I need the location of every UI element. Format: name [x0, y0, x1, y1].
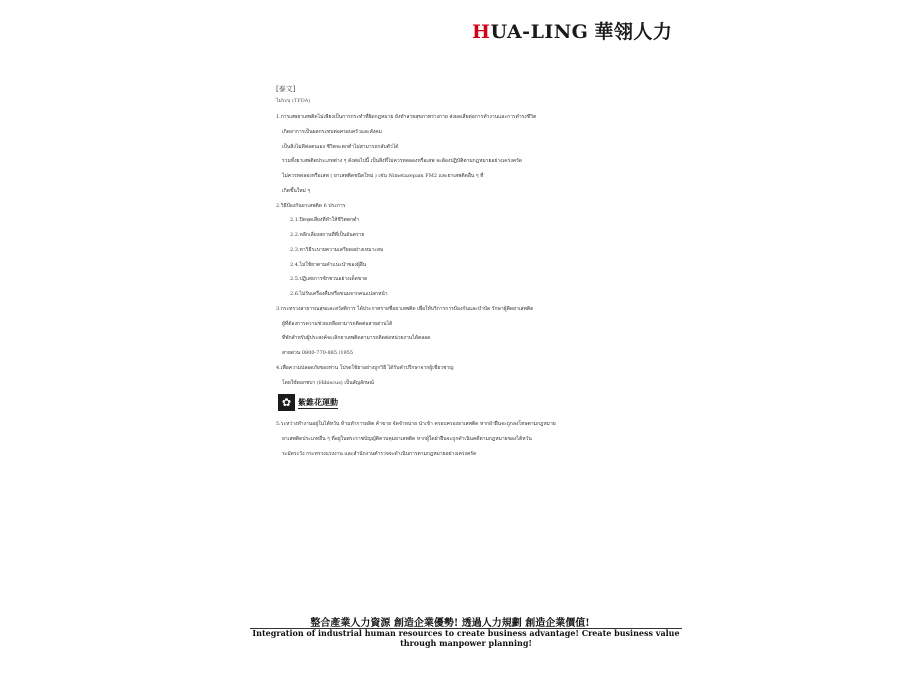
list-item: 2.2.หลีกเลี่ยงสถานที่ที่เป็นอันตราย — [290, 232, 365, 239]
paragraph-1 — [276, 114, 636, 195]
list-item: 2.4.ไม่ใช้ยาตามคำแนะนำของผู้อื่น — [290, 261, 367, 268]
logo-name: UA-LING — [490, 21, 589, 43]
company-logo — [472, 17, 672, 44]
list-item: 2.6.ไม่รับเครื่องดื่มหรือขนมจากคนแปลกหน้า — [290, 291, 388, 298]
footer-slogan-chinese: 整合產業人力資源 創造企業優勢! 透過人力規劃 創造企業價值! — [310, 618, 590, 629]
list-item: 2.5.ปฏิเสธการชักชวนอย่างเด็ดขาด — [290, 276, 368, 283]
flower-icon: ✿ — [278, 394, 295, 411]
paragraph-line: 3.กระทรวงสาธารณสุขและสวัสดิการ ได้ประกาศรายชื่อยาเสพติด เพื่อให้บริการการป้องกันและบำบัด รักษาผู้ติดยาเสพติด — [276, 305, 534, 312]
section-label: [泰文] — [276, 85, 296, 93]
source-line: ไม่ระบุ (TFDA) — [276, 98, 311, 105]
footer-slogan-english: Integration of industrial human resources to create business advantage! Create business value through manpower planning! — [252, 628, 680, 648]
paragraph-line: รวมทั้งยาเสพติดประเภทต่าง ๆ ดังต่อไปนี้ เป็นสิ่งที่ไม่ควรทดลองหรือเสพ จะต้องปฏิบัติตามกฎหมายอย่างเคร่งครัด — [282, 158, 523, 165]
paragraph-line: ผู้ที่ต้องการความช่วยเหลือสามารถติดต่อสายด่วนได้ — [282, 320, 393, 327]
paragraph-line: 1.การเสพยาเสพติดไม่เพียงเป็นการกระทำที่ผิดกฎหมาย ยังทำลายสุขภาพร่างกาย ส่งผลเสียต่อการทำงานและการดำรงชีวิต — [276, 114, 537, 121]
paragraph-line: ระมัดระวัง กระทรวงแรงงาน และสำนักงานตำรวจจะดำเนินการตามกฎหมายอย่างเคร่งครัด — [282, 450, 477, 457]
list-item: 2.1.ปิดจุดเสี่ยงที่ทำให้ชีวิตตกต่ำ — [290, 217, 360, 224]
logo-chinese-name: 華翎人力 — [594, 21, 673, 43]
campaign-badge — [278, 394, 636, 411]
paragraph-line: เกิดขึ้นใหม่ ๆ — [282, 187, 311, 194]
paragraph-5 — [276, 421, 636, 457]
list-item: 2.3.หาวิธีระบายความเครียดอย่างเหมาะสม — [290, 246, 384, 253]
paragraph-line: เป็นสิ่งไม่ดีต่อตนเอง ชีวิตจะตกต่ำไม่สามารถกลับตัวได้ — [282, 143, 399, 150]
paragraph-line: 5.ระหว่างทำงานอยู่ในไต้หวัน ห้ามทำการผลิต ค้าขาย จัดจำหน่าย นำเข้า ครอบครองยาเสพติด หากฝ่าฝืนจะถูกลงโทษตามกฎหมาย — [276, 421, 556, 428]
paragraph-2 — [276, 203, 636, 298]
paragraph-line: ยาเสพติดประเภทอื่น ๆ ที่อยู่ในพระราชบัญญัติควบคุมยาเสพติด หากผู้ใดฝ่าฝืนจะถูกดำเนินคดีตามกฎหมายของไต้หวัน — [282, 436, 532, 443]
logo-letter: H — [472, 21, 491, 43]
paragraph-line: ที่พักสำหรับผู้ประสงค์จะเลิกยาเสพติดสามารถติดต่อหน่วยงานได้ตลอด — [282, 335, 431, 342]
hotline-line: สายด่วน 0800-770-885 /1955 — [282, 350, 354, 357]
paragraph-line: 4.เพื่อความปลอดภัยของท่าน โปรดใช้ยาอย่างถูกวิธี ได้รับคำปรึกษาจากผู้เชี่ยวชาญ — [276, 364, 454, 371]
paragraph-line: โดยใช้ดอกชบา (Hibiscus) เป็นสัญลักษณ์ — [282, 379, 374, 386]
document-body — [276, 85, 636, 466]
campaign-title: 紫錐花運動 — [298, 397, 338, 408]
paragraph-title: 2.วิธีป้องกันยาเสพติด 6 ประการ — [276, 202, 346, 209]
paragraph-line: ไม่ควรทดลองหรือเสพ ( ยาเสพติดชนิดใหม่ ) เช่น Nimetazepam FM2 และยาเสพติดอื่น ๆ ที่ — [282, 173, 484, 180]
paragraph-3 — [276, 306, 636, 357]
paragraph-4 — [276, 365, 636, 387]
paragraph-line: เกิดอาการเป็นผลกระทบต่อครอบครัวและสังคม — [282, 128, 382, 135]
